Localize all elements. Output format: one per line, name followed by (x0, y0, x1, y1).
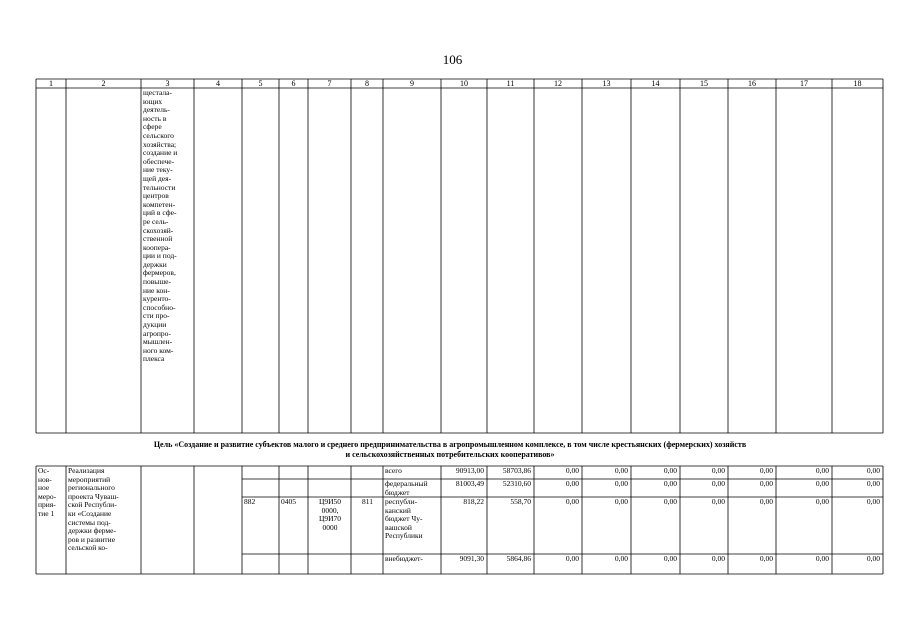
column-header: 1 (49, 79, 53, 88)
column-header: 6 (291, 79, 296, 88)
funding-value: 0,00 (866, 555, 880, 563)
column-header: 5 (258, 79, 263, 88)
funding-value: 0,00 (614, 467, 628, 475)
funding-value: 0,00 (815, 467, 829, 475)
column-header: 3 (165, 79, 170, 88)
funding-value: 0,00 (711, 480, 725, 488)
funding-value: 0,00 (663, 555, 677, 563)
funding-value: 0,00 (866, 480, 880, 488)
funding-value: 0,00 (663, 498, 677, 506)
funding-value: 5864,86 (506, 555, 531, 563)
funding-value: 0,00 (663, 467, 677, 475)
funding-value: 0,00 (711, 467, 725, 475)
column-header: 17 (800, 79, 808, 88)
funding-value: 81003,49 (455, 480, 484, 488)
funding-value: 0,00 (866, 467, 880, 475)
funding-value: 90913,00 (455, 467, 484, 475)
event-type: Ос- нов- ное меро- прия- тие 1 (38, 467, 57, 518)
funding-value: 0,00 (663, 480, 677, 488)
funding-value: 0,00 (759, 480, 773, 488)
funding-value: 0,00 (759, 498, 773, 506)
column-header: 14 (651, 79, 660, 88)
column-header: 4 (216, 79, 220, 88)
funding-value: 818,22 (463, 498, 484, 506)
column-header: 13 (602, 79, 611, 88)
column-header: 9 (410, 79, 414, 88)
funding-value: 0,00 (866, 498, 880, 506)
funding-value: 0,00 (711, 555, 725, 563)
indicator-description: щестала- ющих деятель- ность в сфере сельского хозяйства; создание и обеспече- ние теку- щей дея- тельности центров компетен- ций в сфе- ре сель- скохозяй- ственной коопера- ции и под- держки фермеров, повыше- ние кон- куренто- способно- сти про- дукции агропро- мышлен- ного ком- плекса (143, 89, 178, 364)
funding-value: 0,00 (614, 480, 628, 488)
funding-source: всего (385, 467, 402, 475)
funding-value: 0,00 (815, 498, 829, 506)
funding-value: 58703,86 (502, 467, 531, 475)
column-header: 8 (365, 79, 369, 88)
funding-value: 9091,30 (459, 555, 484, 563)
code-cell: 811 (362, 498, 373, 506)
column-header: 11 (506, 79, 515, 88)
column-header: 10 (460, 79, 468, 88)
column-header: 7 (327, 79, 332, 88)
column-header: 16 (748, 79, 756, 88)
funding-value: 0,00 (565, 555, 579, 563)
funding-source: внебюджет- (385, 555, 423, 563)
funding-value: 0,00 (759, 467, 773, 475)
funding-source: федеральный бюджет (385, 480, 428, 497)
funding-value: 0,00 (565, 467, 579, 475)
funding-value: 0,00 (815, 480, 829, 488)
funding-value: 0,00 (759, 555, 773, 563)
funding-value: 0,00 (614, 555, 628, 563)
funding-value: 558,70 (510, 498, 531, 506)
funding-value: 0,00 (711, 498, 725, 506)
funding-value: 0,00 (815, 555, 829, 563)
funding-value: 0,00 (565, 480, 579, 488)
column-header: 12 (554, 79, 562, 88)
funding-source: республи- канский бюджет Чу- вашской Республики (385, 498, 423, 541)
column-header: 18 (853, 79, 862, 88)
funding-value: 52310,60 (502, 480, 531, 488)
code-cell: 0405 (281, 498, 296, 506)
code-cell: Ц9И50 0000, Ц9И70 0000 (318, 498, 342, 532)
funding-value: 0,00 (614, 498, 628, 506)
event-name: Реализация мероприятий регионального проекта Чуваш- ской Республи- ки «Создание системы под- держки ферме- ров и развитие сельской ко- (68, 467, 119, 553)
code-cell: 882 (244, 498, 256, 506)
funding-value: 0,00 (565, 498, 579, 506)
column-header: 15 (700, 79, 708, 88)
page-number: 106 (442, 52, 463, 67)
column-header: 2 (101, 79, 106, 88)
goal-heading: Цель «Создание и развитие субъектов малого и среднего предпринимательства в агропромышленном комплексе, в том числе крестьянских (фермерских) хозяйств и сельскохозяйственных потребительских кооперативов» (153, 440, 747, 459)
